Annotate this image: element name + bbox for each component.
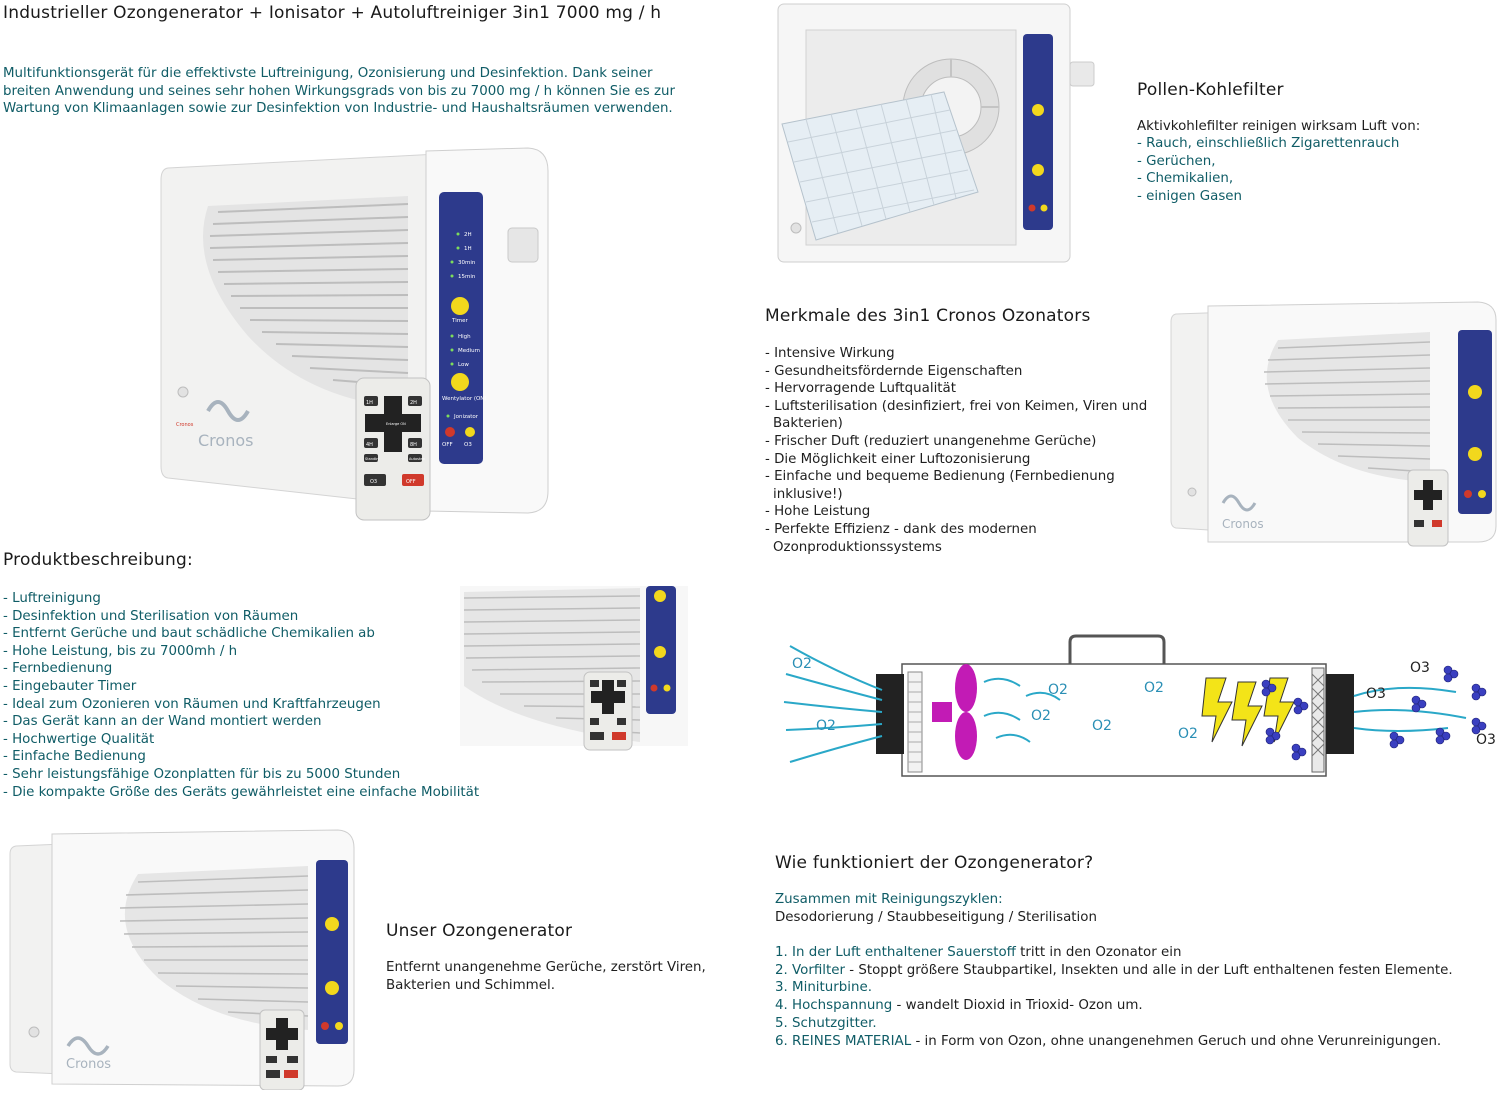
pollen-item: - Rauch, einschließlich Zigarettenrauch — [1137, 136, 1400, 151]
feature-item: - Hervorragende Luftqualität — [765, 381, 956, 397]
description-item: - Sehr leistungsfähige Ozonplatten für bis zu 5000 Stunden — [3, 766, 401, 782]
remote-8h-label: 8H — [410, 442, 417, 448]
panel-1h-label: 1H — [464, 246, 472, 252]
panel-o3-label: O3 — [464, 442, 472, 448]
page-title: Industrieller Ozongenerator + Ionisator + Autoluftreiniger 3in1 7000 mg / h — [3, 3, 662, 23]
pollen-title: Pollen-Kohlefilter — [1137, 80, 1284, 100]
description-list — [3, 590, 479, 801]
how-step: 3. Miniturbine. — [775, 980, 872, 996]
panel-off-label: OFF — [442, 442, 453, 448]
right-brand-logo: Cronos — [1222, 517, 1264, 531]
description-item: - Hochwertige Qualität — [3, 731, 155, 747]
feature-item: - Hohe Leistung — [765, 504, 871, 520]
description-item: - Hohe Leistung, bis zu 7000mh / h — [3, 643, 238, 659]
feature-item: - Die Möglichkeit einer Luftozonisierung — [765, 451, 1031, 467]
how-step: 5. Schutzgitter. — [775, 1015, 877, 1031]
panel-medium-label: Medium — [458, 348, 480, 354]
turbine-blade-icon — [955, 664, 977, 712]
how-steps — [775, 944, 1495, 1050]
pollen-intro: Aktivkohlefilter reinigen wirksam Luft von: — [1137, 119, 1421, 134]
device-main-image — [158, 146, 553, 521]
how-title: Wie funktioniert der Ozongenerator? — [775, 853, 1094, 873]
pollen-item: - einigen Gasen — [1137, 188, 1243, 204]
ozone-diagram — [776, 612, 1500, 788]
ours-title: Unser Ozongenerator — [386, 921, 573, 941]
o3-label: O3 — [1476, 732, 1496, 748]
remote-standby-label: Standby — [365, 457, 380, 461]
main-brand-small: Cronos — [176, 422, 194, 428]
how-step: 1. In der Luft enthaltener Sauerstoff tritt in den Ozonator ein — [775, 945, 1182, 960]
description-item: - Desinfektion und Sterilisation von Räumen — [3, 608, 299, 624]
remote-4h-label: 4H — [366, 442, 373, 448]
description-item: - Die kompakte Größe des Geräts gewährleistet eine einfache Mobilität — [3, 784, 480, 800]
description-title: Produktbeschreibung: — [3, 550, 193, 570]
description-item: - Fernbedienung — [3, 661, 113, 677]
features-list — [765, 345, 1150, 556]
turbine-motor — [932, 702, 952, 722]
features-title: Merkmale des 3in1 Cronos Ozonators — [765, 306, 1091, 326]
o2-label: O2 — [1178, 726, 1198, 742]
feature-item: - Frischer Duft (reduziert unangenehme Gerüche) — [765, 433, 1097, 449]
description-item: - Das Gerät kann an der Wand montiert werden — [3, 714, 322, 730]
feature-item: - Einfache und bequeme Bedienung (Fernbedienung inklusive!) — [765, 469, 1115, 502]
panel-ionizer-label: Jonizator — [454, 414, 479, 420]
intro-text: Multifunktionsgerät für die effektivste Luftreinigung, Ozonisierung und Desinfektion. Dank seiner breiten Anwendung und seines sehr hohen Wirkungsgrads von bis zu 7000 mg / h können Sie es zur Wartung von Klimaanlagen sowie zur Desinfektion von Industrie- und Haushaltsräumen verwenden. — [3, 66, 675, 117]
o2-label: O2 — [816, 718, 836, 734]
remote-2h-label: 2H — [410, 400, 417, 406]
feature-item: - Intensive Wirkung — [765, 346, 895, 361]
o2-label: O2 — [1048, 682, 1068, 698]
o3-label: O3 — [1366, 686, 1386, 702]
panel-timer-label: Timer — [452, 318, 468, 324]
o2-label: O2 — [792, 656, 812, 672]
feature-item: - Gesundheitsfördernde Eigenschaften — [765, 363, 1023, 379]
panel-low-label: Low — [458, 362, 469, 368]
turbine-blade-icon — [955, 712, 977, 760]
how-subtitle-1: Zusammen mit Reinigungszyklen: — [775, 892, 1003, 907]
remote-center-label: Enlarge ON — [386, 422, 406, 426]
description-item: - Einfache Bedienung — [3, 749, 146, 765]
remote-1h-label: 1H — [366, 400, 373, 406]
filter-image — [776, 2, 1098, 266]
how-step: 4. Hochspannung - wandelt Dioxid in Trioxid- Ozon um. — [775, 998, 1143, 1014]
device-bottom-image — [8, 826, 358, 1090]
description-item: - Entfernt Gerüche und baut schädliche Chemikalien ab — [3, 626, 375, 642]
remote-autostep-label: Autostep — [409, 457, 425, 461]
how-subtitle-2: Desodorierung / Staubbeseitigung / Sterilisation — [775, 910, 1097, 925]
device-right-image — [1168, 298, 1498, 548]
panel-high-label: High — [458, 334, 471, 340]
ours-text: Entfernt unangenehme Gerüche, zerstört Viren, Bakterien und Schimmel. — [386, 960, 706, 993]
remote-off-label: OFF — [406, 479, 416, 485]
o2-label: O2 — [1144, 680, 1164, 696]
feature-item: - Luftsterilisation (desinfiziert, frei von Keimen, Viren und Bakterien) — [765, 398, 1148, 432]
panel-fan-label: Wentylator (ON) — [442, 396, 487, 402]
panel-15min-label: 15min — [458, 274, 476, 280]
o2-label: O2 — [1031, 708, 1051, 724]
pollen-item: - Gerüchen, — [1137, 153, 1216, 169]
description-item: - Ideal zum Ozonieren von Räumen und Kraftfahrzeugen — [3, 696, 381, 712]
main-brand-logo: Cronos — [198, 431, 254, 450]
description-item: - Eingebauter Timer — [3, 678, 137, 694]
remote-o3-label: O3 — [370, 479, 378, 485]
how-step: 6. REINES MATERIAL - in Form von Ozon, ohne unangenehmen Geruch und ohne Verunreinigungen. — [775, 1033, 1442, 1049]
feature-item: - Perfekte Effizienz - dank des modernen Ozonproduktionssystems — [765, 521, 1037, 555]
o2-label: O2 — [1092, 718, 1112, 734]
panel-30min-label: 30min — [458, 260, 476, 266]
pollen-list — [1137, 135, 1399, 205]
panel-2h-label: 2H — [464, 232, 472, 238]
bottom-brand-logo: Cronos — [66, 1057, 112, 1072]
how-step: 2. Vorfilter - Stoppt größere Staubpartikel, Insekten und alle in der Luft enthaltenen festen Elemente. — [775, 962, 1453, 978]
pollen-item: - Chemikalien, — [1137, 171, 1234, 187]
description-item: - Luftreinigung — [3, 591, 101, 606]
o3-label: O3 — [1410, 660, 1430, 676]
device-closeup-image — [460, 586, 688, 752]
